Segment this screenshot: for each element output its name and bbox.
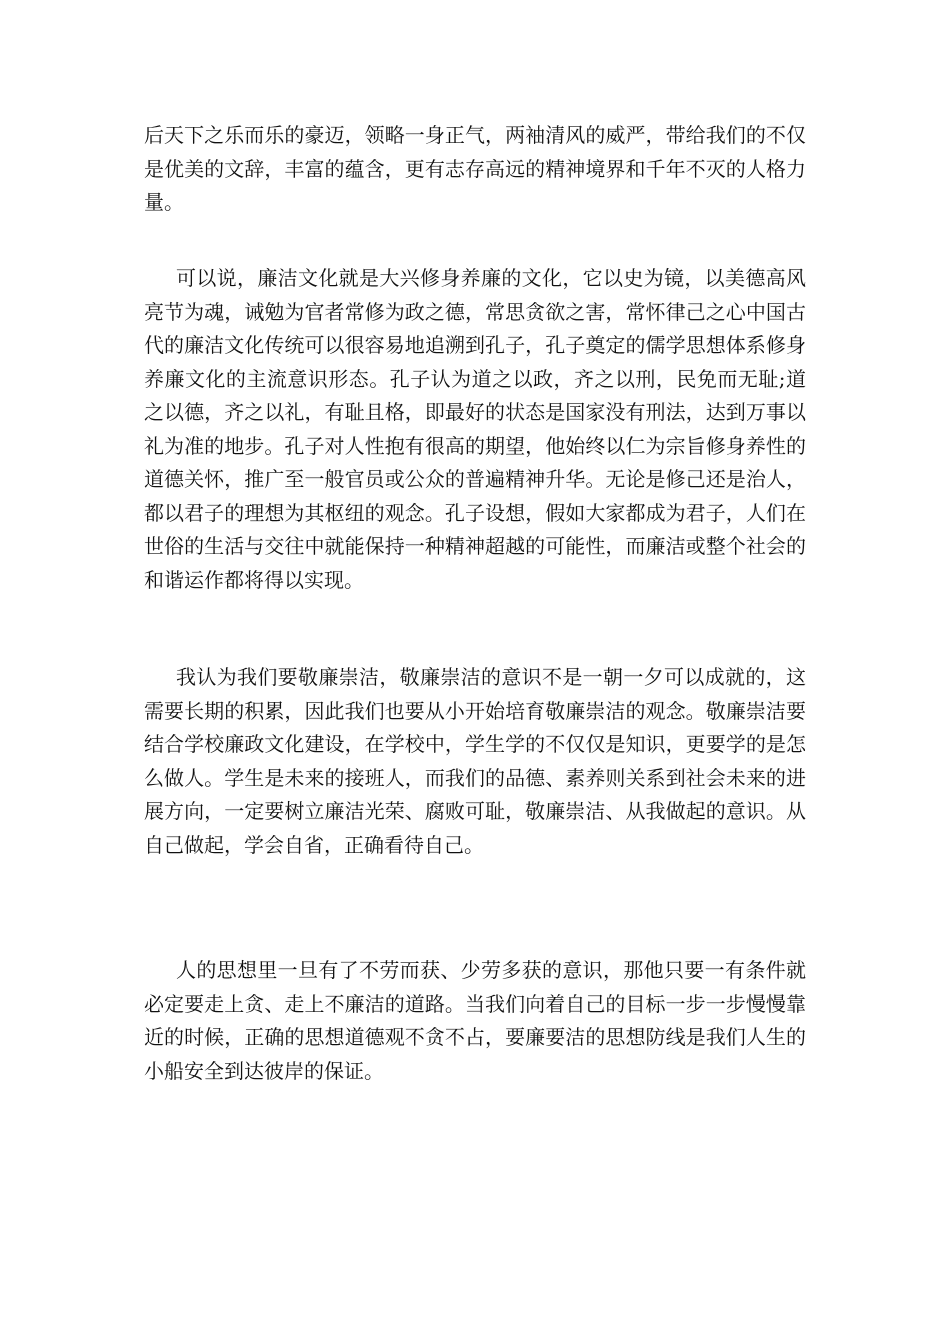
paragraph-2: 可以说，廉洁文化就是大兴修身养廉的文化，它以史为镜，以美德高风亮节为魂，诫勉为官者常修为政之德，常思贪欲之害，常怀律己之心中国古代的廉洁文化传统可以很容易地追溯到孔子，孔子奠定的儒学思想体系修身养廉文化的主流意识形态。孔子认为道之以政，齐之以刑，民免而无耻;道之以德，齐之以礼，有耻且格，即最好的状态是国家没有刑法，达到万事以礼为准的地步。孔子对人性抱有很高的期望，他始终以仁为宗旨修身养性的道德关怀，推广至一般官员或公众的普遍精神升华。无论是修己还是治人，都以君子的理想为其枢纽的观念。孔子设想，假如大家都成为君子，人们在世俗的生活与交往中就能保持一种精神超越的可能性，而廉洁或整个社会的和谐运作都将得以实现。 — [144, 266, 806, 592]
paragraph-1: 后天下之乐而乐的豪迈，领略一身正气，两袖清风的威严，带给我们的不仅是优美的文辞，丰富的蕴含，更有志存高远的精神境界和千年不灭的人格力量。 — [144, 123, 806, 214]
paragraph-3: 我认为我们要敬廉崇洁，敬廉崇洁的意识不是一朝一夕可以成就的，这需要长期的积累，因此我们也要从小开始培育敬廉崇洁的观念。敬廉崇洁要结合学校廉政文化建设，在学校中，学生学的不仅仅是知识，更要学的是怎么做人。学生是未来的接班人，而我们的品德、素养则关系到社会未来的进展方向，一定要树立廉洁光荣、腐败可耻，敬廉崇洁、从我做起的意识。从自己做起，学会自省，正确看待自己。 — [144, 665, 806, 857]
paragraph-4: 人的思想里一旦有了不劳而获、少劳多获的意识，那他只要一有条件就必定要走上贪、走上不廉洁的道路。当我们向着自己的目标一步一步慢慢靠近的时候，正确的思想道德观不贪不占，要廉要洁的思想防线是我们人生的小船安全到达彼岸的保证。 — [144, 958, 806, 1083]
